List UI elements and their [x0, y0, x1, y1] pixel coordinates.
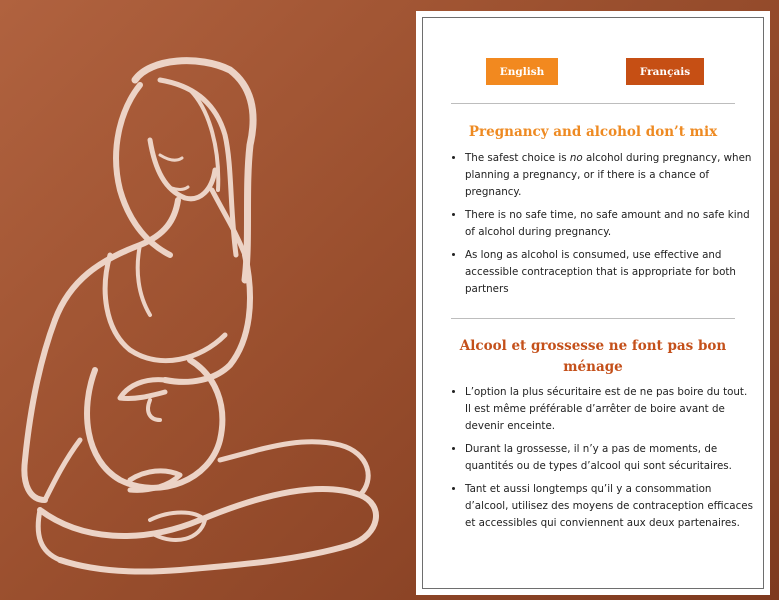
list-item — [465, 150, 753, 201]
list-item: • Tant et aussi longtemps qu’il y a consommation d’alcool, utilisez des moyens de contraception efficaces et accessibles qui conviennent aux deux partenaires. — [465, 481, 753, 532]
french-bullet-list — [449, 384, 753, 538]
french-button[interactable]: Français — [626, 58, 704, 85]
french-heading: Alcool et grossesse ne font pas bon ménage — [459, 338, 727, 375]
pregnant-woman-line-drawing-icon — [0, 40, 410, 600]
list-item: • Durant la grossesse, il n’y a pas de moments, de quantités ou de types d’alcool qui sont sécuritaires. — [465, 441, 753, 475]
english-heading: Pregnancy and alcohol don’t mix — [468, 124, 718, 140]
divider — [451, 318, 735, 319]
info-card — [416, 11, 770, 595]
english-bullet-list — [449, 150, 753, 304]
english-button[interactable]: English — [486, 58, 558, 85]
card-frame — [422, 17, 764, 589]
divider — [451, 103, 735, 104]
emphasis-text: no — [569, 152, 583, 164]
list-item: • There is no safe time, no safe amount and no safe kind of alcohol during pregnancy. — [465, 207, 753, 241]
list-item: • As long as alcohol is consumed, use effective and accessible contraception that is appropriate for both partners — [465, 247, 753, 298]
bullet-text-after: alcohol during pregnancy, when planning a pregnancy, or if there is a chance of pregnancy. — [465, 152, 752, 198]
list-item: • L’option la plus sécuritaire est de ne pas boire du tout. Il est même préférable d’arrêter de boire avant de devenir enceinte. — [465, 384, 753, 435]
bullet-text-before: The safest choice is — [465, 152, 570, 164]
